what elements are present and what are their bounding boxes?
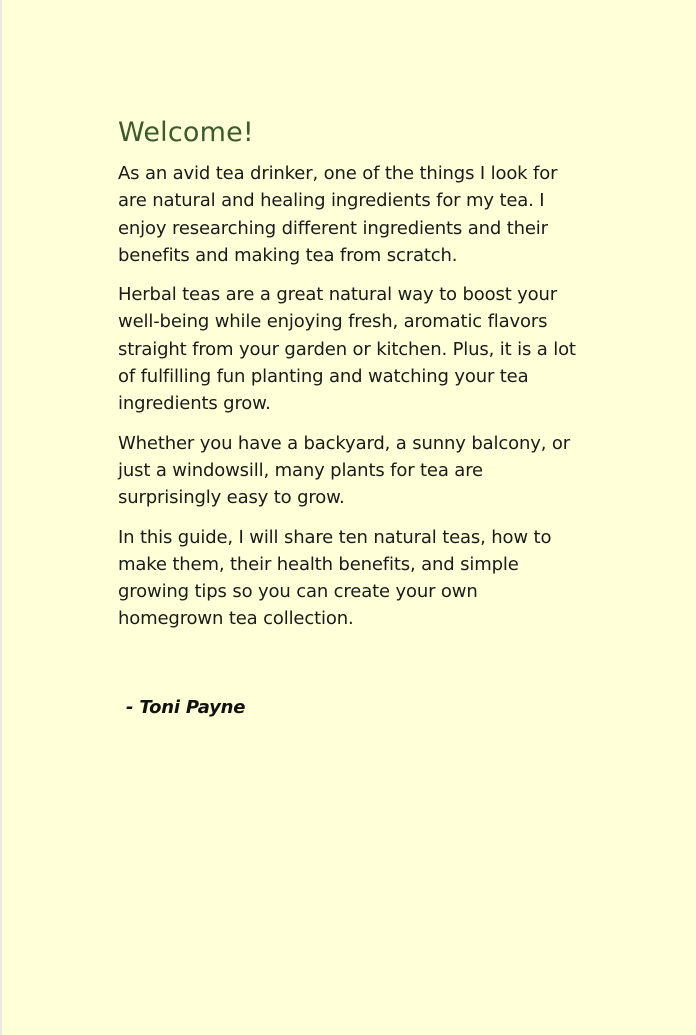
herbal-teas-paragraph: Herbal teas are a great natural way to boost your well-being while enjoying fresh, aromatic flavors straight from your garden or kitchen. Plus, it is a lot of fulfilling fun planting and watching your tea ingredients grow. — [118, 284, 576, 415]
page-title: Welcome! — [118, 117, 254, 148]
growing-space-paragraph: Whether you have a backyard, a sunny balcony, or just a windowsill, many plants for tea are surprisingly easy to grow. — [118, 432, 570, 509]
page-content — [118, 116, 588, 645]
intro-paragraph: As an avid tea drinker, one of the things I look for are natural and healing ingredients for my tea. I enjoy researching different ingredients and their benefits and making tea from scratch. — [118, 163, 558, 266]
guide-overview-paragraph: In this guide, I will share ten natural teas, how to make them, their health benefits, and simple growing tips so you can create your own homegrown tea collection. — [118, 526, 552, 630]
author-signature: - Toni Payne — [126, 697, 246, 718]
document-page — [2, 0, 696, 1035]
